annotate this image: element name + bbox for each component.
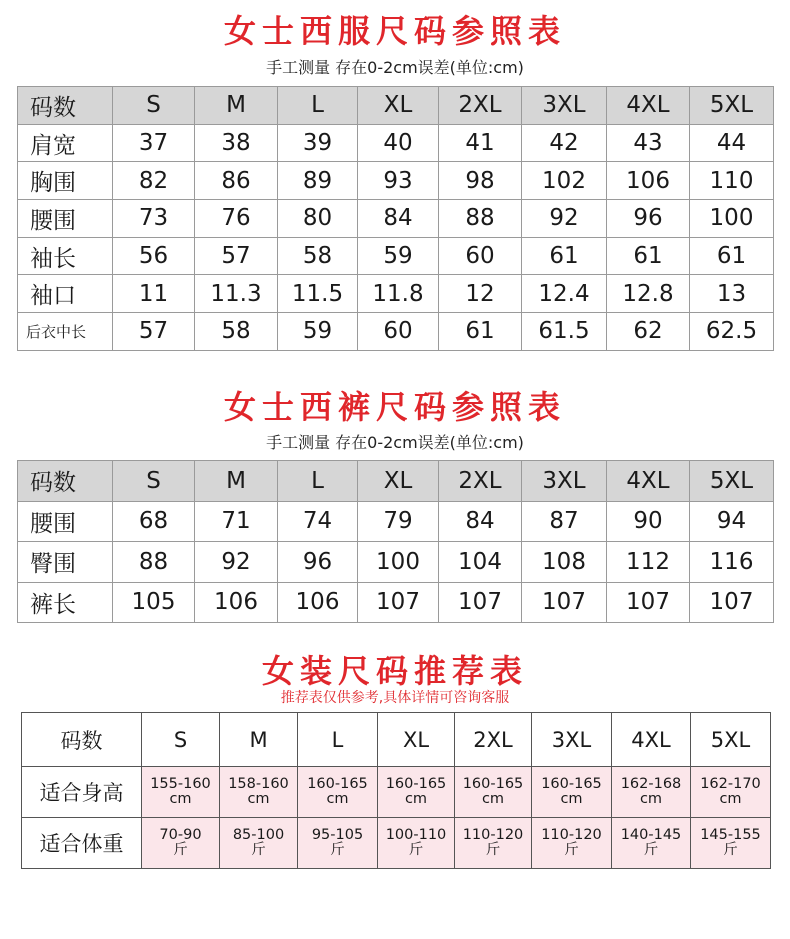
table-cell: 61 xyxy=(439,313,522,351)
table-cell: 87 xyxy=(522,501,607,542)
table-cell: 43 xyxy=(607,124,690,162)
header-cell-size: L xyxy=(278,87,358,125)
table-cell: 102 xyxy=(522,162,607,200)
weight-range-value: 140-145 xyxy=(620,827,682,843)
weight-range-value: 85-100 xyxy=(232,827,285,843)
table-row xyxy=(18,237,774,275)
header-cell-size: S xyxy=(113,87,195,125)
height-range-value: 158-160 xyxy=(228,776,289,792)
table-cell: 116 xyxy=(690,542,774,583)
header-cell-size: XL xyxy=(358,461,439,502)
table-cell: 57 xyxy=(195,237,278,275)
header-cell-size: M xyxy=(195,461,278,502)
table-cell: 90 xyxy=(607,501,690,542)
table-header-row xyxy=(18,87,774,125)
weight-unit: 斤 xyxy=(723,842,738,858)
table-cell: 12.8 xyxy=(607,275,690,313)
weight-range-cell xyxy=(532,818,612,869)
table-cell: 11.5 xyxy=(278,275,358,313)
table-cell: 110 xyxy=(690,162,774,200)
height-range-cell xyxy=(532,767,612,818)
height-range-value: 160-165 xyxy=(541,776,602,792)
table-cell: 59 xyxy=(358,237,439,275)
row-label: 臀围 xyxy=(18,542,113,583)
table-cell: 89 xyxy=(278,162,358,200)
recommend-size-title: 女装尺码推荐表 xyxy=(261,652,528,690)
header-cell-size: 2XL xyxy=(439,461,522,502)
table-cell: 100 xyxy=(690,200,774,238)
header-cell-size: 4XL xyxy=(607,87,690,125)
table-cell: 93 xyxy=(358,162,439,200)
table-cell: 73 xyxy=(113,200,195,238)
table-cell: 58 xyxy=(195,313,278,351)
header-cell-size: L xyxy=(298,713,378,767)
table-cell: 100 xyxy=(358,542,439,583)
weight-range-value: 100-110 xyxy=(385,827,447,843)
table-cell: 79 xyxy=(358,501,439,542)
table-cell: 37 xyxy=(113,124,195,162)
height-row xyxy=(22,767,771,818)
weight-unit: 斤 xyxy=(643,842,659,858)
height-range-cell xyxy=(298,767,378,818)
table-cell: 112 xyxy=(607,542,690,583)
suit-size-table xyxy=(17,86,774,351)
table-cell: 61 xyxy=(690,237,774,275)
table-cell: 107 xyxy=(690,582,774,623)
header-cell-size: 2XL xyxy=(455,713,532,767)
table-cell: 40 xyxy=(358,124,439,162)
height-range-value: 162-170 xyxy=(700,776,761,792)
header-cell-size: 4XL xyxy=(612,713,691,767)
table-cell: 92 xyxy=(195,542,278,583)
header-cell-size: S xyxy=(142,713,220,767)
weight-range-cell xyxy=(298,818,378,869)
recommend-size-subtitle: 推荐表仅供参考,具体详情可咨询客服 xyxy=(280,690,510,706)
header-cell-size: 5XL xyxy=(690,87,774,125)
weight-range-value: 145-155 xyxy=(700,827,761,843)
table-cell: 68 xyxy=(113,501,195,542)
height-range-cell xyxy=(142,767,220,818)
table-cell: 105 xyxy=(113,582,195,623)
pants-size-title: 女士西裤尺码参照表 xyxy=(223,388,566,426)
table-cell: 62.5 xyxy=(690,313,774,351)
table-row xyxy=(18,200,774,238)
table-cell: 61 xyxy=(522,237,607,275)
weight-unit: 斤 xyxy=(251,842,266,858)
suit-size-title: 女士西服尺码参照表 xyxy=(223,12,566,50)
table-cell: 107 xyxy=(607,582,690,623)
weight-range-value: 70-90 xyxy=(159,827,202,843)
header-cell-size: M xyxy=(220,713,298,767)
table-cell: 106 xyxy=(607,162,690,200)
header-cell-size-label: 码数 xyxy=(18,87,113,125)
table-cell: 106 xyxy=(278,582,358,623)
row-label: 腰围 xyxy=(18,501,113,542)
table-cell: 58 xyxy=(278,237,358,275)
table-cell: 41 xyxy=(439,124,522,162)
table-cell: 38 xyxy=(195,124,278,162)
table-cell: 11.8 xyxy=(358,275,439,313)
height-range-cell xyxy=(220,767,298,818)
weight-range-cell xyxy=(220,818,298,869)
table-row xyxy=(18,275,774,313)
table-cell: 61.5 xyxy=(522,313,607,351)
table-cell: 84 xyxy=(358,200,439,238)
height-unit: cm xyxy=(169,791,192,807)
table-row xyxy=(18,162,774,200)
table-cell: 12 xyxy=(439,275,522,313)
table-cell: 11.3 xyxy=(195,275,278,313)
row-label: 胸围 xyxy=(18,162,113,200)
height-unit: cm xyxy=(247,791,270,807)
header-cell-size: 2XL xyxy=(439,87,522,125)
table-header-row xyxy=(18,461,774,502)
table-cell: 59 xyxy=(278,313,358,351)
table-cell: 74 xyxy=(278,501,358,542)
table-cell: 96 xyxy=(278,542,358,583)
weight-unit: 斤 xyxy=(330,842,345,858)
table-row xyxy=(18,582,774,623)
table-row xyxy=(18,313,774,351)
table-cell: 60 xyxy=(439,237,522,275)
suit-size-subtitle: 手工测量 存在0-2cm误差(单位:cm) xyxy=(266,58,524,77)
height-unit: cm xyxy=(404,791,428,807)
header-cell-size: XL xyxy=(358,87,439,125)
header-cell-size: M xyxy=(195,87,278,125)
header-cell-size: 3XL xyxy=(532,713,612,767)
table-cell: 39 xyxy=(278,124,358,162)
table-cell: 76 xyxy=(195,200,278,238)
table-row xyxy=(18,542,774,583)
table-cell: 84 xyxy=(439,501,522,542)
header-cell-size: 4XL xyxy=(607,461,690,502)
table-cell: 13 xyxy=(690,275,774,313)
weight-unit: 斤 xyxy=(173,842,188,858)
weight-unit: 斤 xyxy=(408,842,424,858)
table-cell: 108 xyxy=(522,542,607,583)
weight-unit: 斤 xyxy=(564,842,579,858)
table-cell: 98 xyxy=(439,162,522,200)
weight-range-cell xyxy=(612,818,691,869)
pants-size-table xyxy=(17,460,774,623)
header-cell-size-label: 码数 xyxy=(18,461,113,502)
table-cell: 44 xyxy=(690,124,774,162)
row-label: 腰围 xyxy=(18,200,113,238)
weight-range-value: 95-105 xyxy=(311,827,364,843)
row-label: 适合体重 xyxy=(22,818,142,869)
weight-range-cell xyxy=(455,818,532,869)
table-cell: 60 xyxy=(358,313,439,351)
height-range-cell xyxy=(612,767,691,818)
table-cell: 11 xyxy=(113,275,195,313)
table-cell: 71 xyxy=(195,501,278,542)
table-cell: 62 xyxy=(607,313,690,351)
row-label: 袖口 xyxy=(18,275,113,313)
weight-range-value: 110-120 xyxy=(541,827,602,843)
recommend-size-table xyxy=(21,712,771,869)
table-cell: 57 xyxy=(113,313,195,351)
height-range-value: 155-160 xyxy=(150,776,211,792)
table-cell: 106 xyxy=(195,582,278,623)
table-row xyxy=(18,124,774,162)
weight-range-value: 110-120 xyxy=(462,827,524,843)
height-unit: cm xyxy=(719,791,742,807)
header-cell-size: 5XL xyxy=(690,461,774,502)
table-row xyxy=(18,501,774,542)
row-label: 适合身高 xyxy=(22,767,142,818)
row-label: 肩宽 xyxy=(18,124,113,162)
table-cell: 107 xyxy=(358,582,439,623)
header-cell-size: L xyxy=(278,461,358,502)
header-cell-size: 5XL xyxy=(691,713,771,767)
table-cell: 88 xyxy=(113,542,195,583)
table-cell: 42 xyxy=(522,124,607,162)
weight-range-cell xyxy=(691,818,771,869)
height-range-cell xyxy=(378,767,455,818)
height-range-cell xyxy=(691,767,771,818)
weight-unit: 斤 xyxy=(485,842,501,858)
weight-range-cell xyxy=(378,818,455,869)
table-cell: 56 xyxy=(113,237,195,275)
header-cell-size: 3XL xyxy=(522,87,607,125)
table-cell: 107 xyxy=(522,582,607,623)
height-range-cell xyxy=(455,767,532,818)
height-unit: cm xyxy=(639,791,663,807)
table-cell: 80 xyxy=(278,200,358,238)
table-cell: 61 xyxy=(607,237,690,275)
height-unit: cm xyxy=(326,791,349,807)
header-cell-size: XL xyxy=(378,713,455,767)
header-cell-size: 3XL xyxy=(522,461,607,502)
height-range-value: 160-165 xyxy=(307,776,368,792)
weight-range-cell xyxy=(142,818,220,869)
table-cell: 92 xyxy=(522,200,607,238)
height-unit: cm xyxy=(560,791,583,807)
table-cell: 94 xyxy=(690,501,774,542)
weight-row xyxy=(22,818,771,869)
table-cell: 82 xyxy=(113,162,195,200)
header-cell-size: S xyxy=(113,461,195,502)
row-label: 后衣中长 xyxy=(18,313,113,351)
table-cell: 104 xyxy=(439,542,522,583)
table-cell: 88 xyxy=(439,200,522,238)
row-label: 裤长 xyxy=(18,582,113,623)
table-cell: 96 xyxy=(607,200,690,238)
row-label: 袖长 xyxy=(18,237,113,275)
height-range-value: 160-165 xyxy=(385,776,447,792)
pants-size-subtitle: 手工测量 存在0-2cm误差(单位:cm) xyxy=(266,433,524,452)
height-range-value: 162-168 xyxy=(620,776,682,792)
table-cell: 12.4 xyxy=(522,275,607,313)
header-cell-size-label: 码数 xyxy=(22,713,142,767)
height-unit: cm xyxy=(481,791,505,807)
table-header-row xyxy=(22,713,771,767)
height-range-value: 160-165 xyxy=(462,776,524,792)
table-cell: 107 xyxy=(439,582,522,623)
table-cell: 86 xyxy=(195,162,278,200)
